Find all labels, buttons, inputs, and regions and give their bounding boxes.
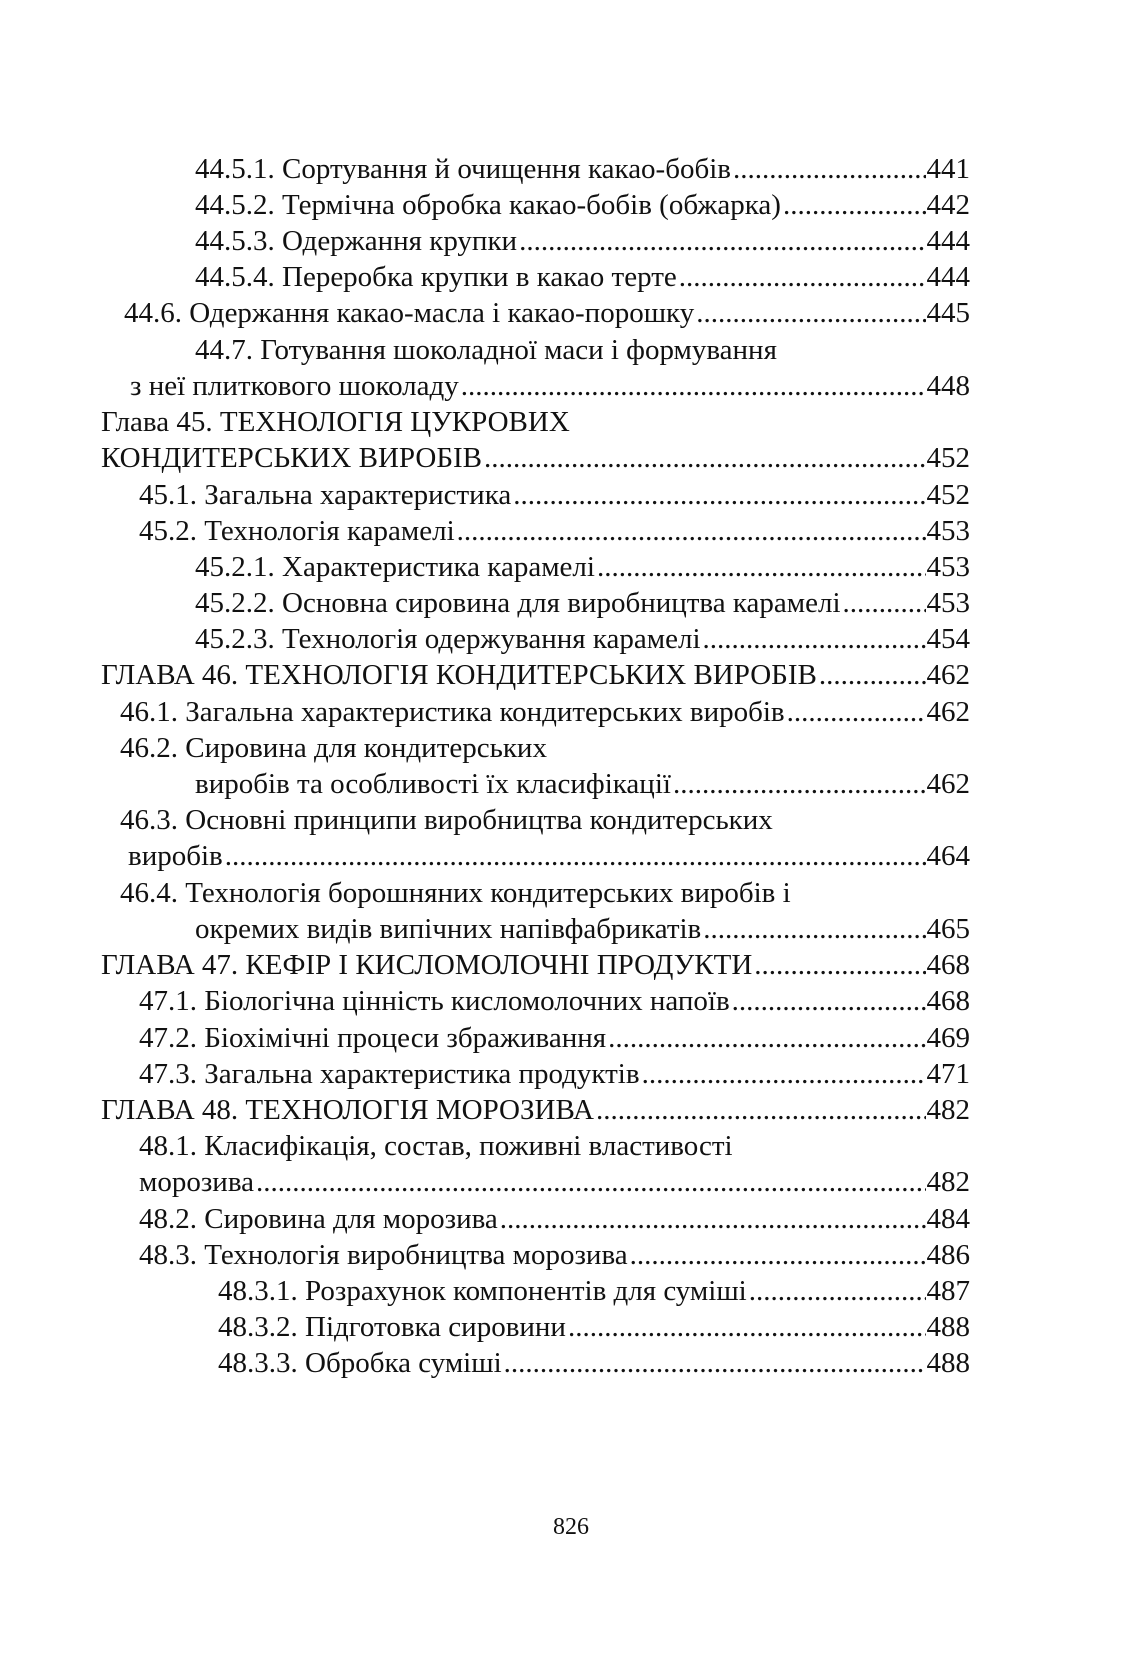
toc-entry-page: 462 bbox=[926, 696, 970, 728]
toc-entry-title: 44.5.1. Сортування й очищення какао-бобів bbox=[195, 153, 731, 185]
toc-entry bbox=[128, 837, 970, 875]
toc-entry-title: 48.2. Сировина для морозива bbox=[139, 1203, 498, 1235]
toc-entry-page: 488 bbox=[926, 1347, 970, 1379]
toc-leader-dots bbox=[630, 1236, 926, 1274]
toc-entry-page: 453 bbox=[926, 551, 970, 583]
toc-leader-dots bbox=[513, 476, 925, 514]
toc-entry bbox=[101, 403, 970, 441]
toc-entry bbox=[120, 729, 970, 767]
toc-entry-page: 482 bbox=[926, 1166, 970, 1198]
toc-entry bbox=[139, 476, 970, 514]
toc-entry-page: 484 bbox=[926, 1203, 970, 1235]
toc-leader-dots bbox=[733, 150, 926, 188]
toc-entry bbox=[195, 258, 970, 296]
toc-leader-dots bbox=[504, 1344, 926, 1382]
toc-entry-title: 44.5.3. Одержання крупки bbox=[195, 225, 518, 257]
toc-entry bbox=[195, 910, 970, 948]
toc-entry-title: ГЛАВА 48. ТЕХНОЛОГІЯ МОРОЗИВА bbox=[101, 1094, 594, 1126]
toc-entry-title: 47.3. Загальна характеристика продуктів bbox=[139, 1058, 640, 1090]
toc-entry-title: Глава 45. ТЕХНОЛОГІЯ ЦУКРОВИХ bbox=[101, 406, 570, 438]
toc-leader-dots bbox=[596, 1091, 926, 1129]
toc-entry-title: 44.7. Готування шоколадної маси і формування bbox=[195, 334, 777, 366]
toc-entry-page: 488 bbox=[926, 1311, 970, 1343]
toc-entry bbox=[101, 1091, 970, 1129]
toc-entry-title: КОНДИТЕРСЬКИХ ВИРОБІВ bbox=[101, 442, 482, 474]
toc-leader-dots bbox=[787, 693, 926, 731]
toc-leader-dots bbox=[500, 1200, 926, 1238]
toc-entry bbox=[120, 693, 970, 731]
toc-leader-dots bbox=[673, 765, 926, 803]
toc-entry bbox=[195, 186, 970, 224]
toc-entry bbox=[218, 1272, 970, 1310]
toc-entry-title: 44.5.2. Термічна обробка какао-бобів (обжарка) bbox=[195, 189, 781, 221]
toc-entry-page: 486 bbox=[926, 1239, 970, 1271]
toc-entry-page: 453 bbox=[926, 515, 970, 547]
toc-entry-page: 469 bbox=[926, 1022, 970, 1054]
toc-entry bbox=[139, 1200, 970, 1238]
toc-entry bbox=[195, 222, 970, 260]
toc-entry-page: 452 bbox=[926, 479, 970, 511]
toc-leader-dots bbox=[225, 837, 926, 875]
toc-leader-dots bbox=[457, 512, 926, 550]
toc-leader-dots bbox=[703, 910, 925, 948]
toc-entry bbox=[101, 439, 970, 477]
toc-entry-title: 44.6. Одержання какао-масла і какао-порошку bbox=[124, 297, 695, 329]
toc-entry-title: 45.2.1. Характеристика карамелі bbox=[195, 551, 595, 583]
toc-entry-page: 465 bbox=[926, 913, 970, 945]
toc-leader-dots bbox=[484, 439, 926, 477]
toc-entry-title: 48.3. Технологія виробництва морозива bbox=[139, 1239, 628, 1271]
toc-entry bbox=[139, 1019, 970, 1057]
toc-entry bbox=[195, 765, 970, 803]
toc-leader-dots bbox=[519, 222, 925, 260]
toc-leader-dots bbox=[597, 548, 926, 586]
toc-leader-dots bbox=[642, 1055, 926, 1093]
toc-entry-page: 454 bbox=[926, 623, 970, 655]
toc-leader-dots bbox=[783, 186, 926, 224]
toc-leader-dots bbox=[819, 656, 926, 694]
toc-entry-page: 452 bbox=[926, 442, 970, 474]
toc-entry bbox=[218, 1308, 970, 1346]
toc-entry-title: 46.4. Технологія борошняних кондитерських виробів і bbox=[120, 877, 791, 909]
toc-entry-title: 45.2.2. Основна сировина для виробництва карамелі bbox=[195, 587, 841, 619]
toc-entry bbox=[120, 801, 970, 839]
toc-entry bbox=[124, 294, 970, 332]
toc-entry bbox=[218, 1344, 970, 1382]
toc-entry-title: ГЛАВА 46. ТЕХНОЛОГІЯ КОНДИТЕРСЬКИХ ВИРОБІВ bbox=[101, 659, 817, 691]
toc-entry bbox=[130, 367, 970, 405]
toc-entry-page: 464 bbox=[926, 840, 970, 872]
toc-entry-page: 462 bbox=[926, 659, 970, 691]
toc-entry-title: 46.1. Загальна характеристика кондитерських виробів bbox=[120, 696, 785, 728]
toc-entry bbox=[139, 1127, 970, 1165]
toc-entry-page: 487 bbox=[926, 1275, 970, 1307]
toc-leader-dots bbox=[608, 1019, 925, 1057]
toc-entry-title: 44.5.4. Переробка крупки в какао терте bbox=[195, 261, 677, 293]
toc-entry bbox=[139, 1236, 970, 1274]
toc-entry-title: окремих видів випічних напівфабрикатів bbox=[195, 913, 702, 945]
toc-leader-dots bbox=[696, 294, 925, 332]
toc-entry-title: ГЛАВА 47. КЕФІР І КИСЛОМОЛОЧНІ ПРОДУКТИ bbox=[101, 949, 753, 981]
toc-leader-dots bbox=[843, 584, 926, 622]
toc-leader-dots bbox=[732, 982, 926, 1020]
toc-entry-title: 46.3. Основні принципи виробництва кондитерських bbox=[120, 804, 773, 836]
toc-entry bbox=[195, 620, 970, 658]
toc-entry bbox=[139, 982, 970, 1020]
toc-entry-title: 47.1. Біологічна цінність кисломолочних напоїв bbox=[139, 985, 730, 1017]
toc-entry-page: 442 bbox=[926, 189, 970, 221]
toc-entry-title: 48.3.3. Обробка суміші bbox=[218, 1347, 502, 1379]
toc-entry-title: 47.2. Біохімічні процеси збраживання bbox=[139, 1022, 607, 1054]
toc-entry-title: морозива bbox=[139, 1166, 255, 1198]
toc-entry-page: 444 bbox=[926, 261, 970, 293]
toc-entry-page: 482 bbox=[926, 1094, 970, 1126]
toc-entry-page: 445 bbox=[926, 297, 970, 329]
toc-leader-dots bbox=[703, 620, 926, 658]
toc-entry-title: 48.3.1. Розрахунок компонентів для суміші bbox=[218, 1275, 747, 1307]
toc-entry-title: 45.2.3. Технологія одержування карамелі bbox=[195, 623, 701, 655]
toc-entry bbox=[195, 150, 970, 188]
toc-entry-title: 46.2. Сировина для кондитерських bbox=[120, 732, 547, 764]
toc-entry-title: 45.1. Загальна характеристика bbox=[139, 479, 512, 511]
toc-entry-page: 462 bbox=[926, 768, 970, 800]
toc-entry-page: 468 bbox=[926, 985, 970, 1017]
toc-entry bbox=[139, 1055, 970, 1093]
toc-entry-page: 448 bbox=[926, 370, 970, 402]
toc-entry bbox=[195, 584, 970, 622]
toc-leader-dots bbox=[749, 1272, 926, 1310]
page-number: 826 bbox=[553, 1514, 589, 1540]
toc-leader-dots bbox=[679, 258, 926, 296]
toc-entry-title: 45.2. Технологія карамелі bbox=[139, 515, 455, 547]
toc-entry-title: виробів bbox=[128, 840, 223, 872]
toc-entry bbox=[195, 331, 970, 369]
toc-entry-page: 444 bbox=[926, 225, 970, 257]
toc-leader-dots bbox=[754, 946, 925, 984]
toc-leader-dots bbox=[461, 367, 926, 405]
toc-entry-title: 48.1. Класифікація, состав, поживні властивості bbox=[139, 1130, 733, 1162]
toc-entry bbox=[101, 946, 970, 984]
toc-entry-page: 441 bbox=[926, 153, 970, 185]
toc-entry bbox=[139, 512, 970, 550]
toc-entry-page: 471 bbox=[926, 1058, 970, 1090]
toc-leader-dots bbox=[256, 1163, 925, 1201]
toc-entry bbox=[195, 548, 970, 586]
toc-leader-dots bbox=[568, 1308, 926, 1346]
toc-entry-page: 453 bbox=[926, 587, 970, 619]
toc-entry bbox=[139, 1163, 970, 1201]
toc-entry-title: з неї плиткового шоколаду bbox=[130, 370, 459, 402]
toc-entry-title: 48.3.2. Підготовка сировини bbox=[218, 1311, 566, 1343]
toc-entry bbox=[120, 874, 970, 912]
toc-entry-page: 468 bbox=[926, 949, 970, 981]
toc-entry-title: виробів та особливості їх класифікації bbox=[195, 768, 671, 800]
toc-entry bbox=[101, 656, 970, 694]
